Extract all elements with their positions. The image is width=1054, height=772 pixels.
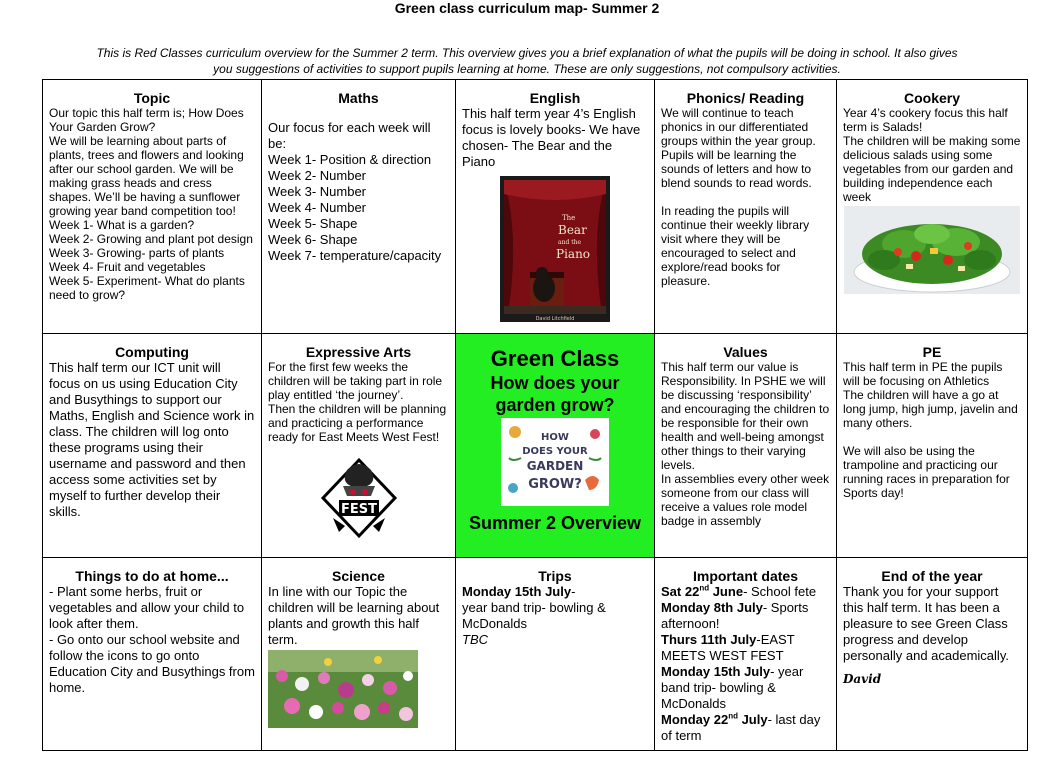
phonics-para: In reading the pupils will continue their weekly library visit where they will be encouraged to select and explore/read books for pleasure. <box>661 204 810 288</box>
pe-para: We will also be using the trampoline and practicing our running races in preparation for Sports day! <box>843 444 1010 500</box>
topic-line: Week 3- Growing- parts of plants <box>49 246 225 260</box>
fest-logo-text: FEST <box>340 502 377 517</box>
topic-line: We will be learning about parts of plants, trees and flowers and looking after our school garden. We will be making grass heads and cress shapes. We’ll be having a sunflower growing year band competition too! <box>49 134 244 218</box>
flower-garden-image <box>268 650 418 728</box>
cookery-cell <box>837 80 1028 334</box>
arts-heading: Expressive Arts <box>305 344 412 360</box>
book-title-line: Piano <box>556 247 591 261</box>
dates-cell <box>655 558 837 751</box>
book-title-line: Bear <box>558 223 587 237</box>
arts-cell <box>262 334 456 558</box>
topic-line: Week 5- Experiment- What do plants need to grow? <box>49 274 245 302</box>
end-text: Thank you for your support this half term. It has been a pleasure to see Green Class progress and develop personally and academically. <box>843 584 1009 663</box>
home-line: - Plant some herbs, fruit or vegetables and allow your child to look after them. <box>49 584 245 631</box>
science-text: In line with our Topic the children will be learning about plants and growth this half term. <box>268 584 440 647</box>
center-cell <box>456 334 655 558</box>
values-cell <box>655 334 837 558</box>
signature: David <box>843 672 882 686</box>
document-title: Green class curriculum map- Summer 2 <box>394 0 660 16</box>
logo-line: HOW <box>541 432 569 443</box>
center-title: Green Class <box>490 346 620 371</box>
bear-and-piano-book-cover <box>500 176 610 322</box>
home-line: - Go onto our school website and follow the icons to go onto Education City and Busythings from home. <box>49 632 255 695</box>
values-line: This half term our value is Responsibility. In PSHE we will be discussing ‘responsibility’ and encouraging the children to be responsible for their own health and well-being amongst other things to their varying levels. <box>661 360 830 472</box>
english-text: This half term year 4’s English focus is lovely books- We have chosen- The Bear and the Piano <box>462 106 641 169</box>
phonics-para: We will continue to teach phonics in our differentiated groups within the year group. Pupils will be learning the sounds of letters and how to blend sounds to read words. <box>661 106 816 190</box>
english-cell <box>456 80 655 334</box>
end-heading: End of the year <box>881 568 983 584</box>
center-footer: Summer 2 Overview <box>468 513 642 533</box>
computing-cell <box>43 334 262 558</box>
values-heading: Values <box>723 344 768 360</box>
topic-cell <box>43 80 262 334</box>
trips-entry <box>462 584 648 632</box>
curriculum-grid <box>42 79 1028 751</box>
computing-heading: Computing <box>115 344 189 360</box>
dates-heading: Important dates <box>692 568 798 584</box>
pe-line: The children will have a go at long jump, high jump, javelin and many others. <box>843 388 1018 430</box>
maths-week: Week 3- Number <box>268 184 367 199</box>
trips-detail: year band trip- bowling & McDonalds <box>462 600 606 631</box>
salad-image <box>844 206 1020 294</box>
topic-line: Our topic this half term is; How Does Your Garden Grow? <box>49 106 244 134</box>
intro-paragraph <box>80 45 974 77</box>
trips-heading: Trips <box>538 568 572 584</box>
cookery-line: The children will be making some delicious salads using some vegetables from our garden and building independence each week <box>843 134 1021 204</box>
home-cell <box>43 558 262 751</box>
date-item: Thurs 11th July-EAST MEETS WEST FEST <box>661 632 795 663</box>
intro-line-2: you suggestions of activities to support pupils learning at home. These are only suggestions, not compulsory activities. <box>213 62 841 76</box>
cookery-line: Year 4’s cookery focus this half term is Salads! <box>843 106 1008 134</box>
maths-week: Week 2- Number <box>268 168 367 183</box>
maths-week: Week 1- Position & direction <box>268 152 432 167</box>
trips-date: Monday 15th July <box>462 584 572 599</box>
book-author: David Litchfield <box>535 316 575 322</box>
date-item: Monday 15th July- year band trip- bowling & McDonalds <box>661 664 804 711</box>
science-cell <box>262 558 456 751</box>
maths-week: Week 6- Shape <box>268 232 358 247</box>
east-meets-west-fest-logo <box>319 456 399 540</box>
trips-dash: - <box>571 584 576 599</box>
pe-cell <box>837 334 1028 558</box>
pe-line: This half term in PE the pupils will be focusing on Athletics <box>843 360 1003 388</box>
science-heading: Science <box>332 568 385 584</box>
topic-heading: Topic <box>133 90 171 106</box>
english-heading: English <box>529 90 581 106</box>
logo-line: GROW? <box>528 477 582 492</box>
arts-line: For the first few weeks the children will be taking part in role play entitled ‘the journey’. <box>268 360 443 402</box>
trips-tbc: TBC <box>462 632 488 647</box>
topic-line: Week 4- Fruit and vegetables <box>49 260 206 274</box>
phonics-cell <box>655 80 837 334</box>
phonics-heading: Phonics/ Reading <box>686 90 805 106</box>
date-item: Monday 8th July- Sports afternoon! <box>661 600 809 631</box>
arts-line: Then the children will be planning and practicing a performance ready for East Meets West Fest! <box>268 402 447 444</box>
book-title-line: and the <box>558 239 582 246</box>
date-item: Monday 22nd July- last day of term <box>661 711 821 743</box>
center-subtitle: How does your garden grow? <box>490 373 620 415</box>
maths-week: Week 5- Shape <box>268 216 358 231</box>
end-cell <box>837 558 1028 751</box>
maths-intro: Our focus for each week will be: <box>268 120 431 151</box>
computing-text: This half term our ICT unit will focus on us using Education City and Busythings to support our Maths, English and Science work in class. The children will log onto these programs using their username and password and then access some activities set by myself to further develop their skills. <box>49 360 255 519</box>
book-title-line: The <box>562 214 576 222</box>
maths-week: Week 7- temperature/capacity <box>268 248 442 263</box>
trips-cell <box>456 558 655 751</box>
date-item: Sat 22nd June- School fete <box>661 583 817 599</box>
cookery-heading: Cookery <box>903 90 961 106</box>
maths-week: Week 4- Number <box>268 200 367 215</box>
intro-line-1: This is Red Classes curriculum overview for the Summer 2 term. This overview gives you a brief explanation of what the pupils will be doing in school. It also gives <box>96 46 958 60</box>
maths-cell <box>262 80 456 334</box>
logo-line: DOES YOUR <box>522 446 588 457</box>
home-heading: Things to do at home... <box>75 568 229 584</box>
logo-line: GARDEN <box>526 459 584 473</box>
topic-line: Week 1- What is a garden? <box>49 218 195 232</box>
values-line: In assemblies every other week someone from our class will receive a values role model badge in assembly <box>661 472 830 528</box>
how-does-your-garden-grow-logo <box>501 418 609 506</box>
maths-heading: Maths <box>338 90 379 106</box>
pe-heading: PE <box>922 344 942 360</box>
topic-line: Week 2- Growing and plant pot design <box>49 232 253 246</box>
